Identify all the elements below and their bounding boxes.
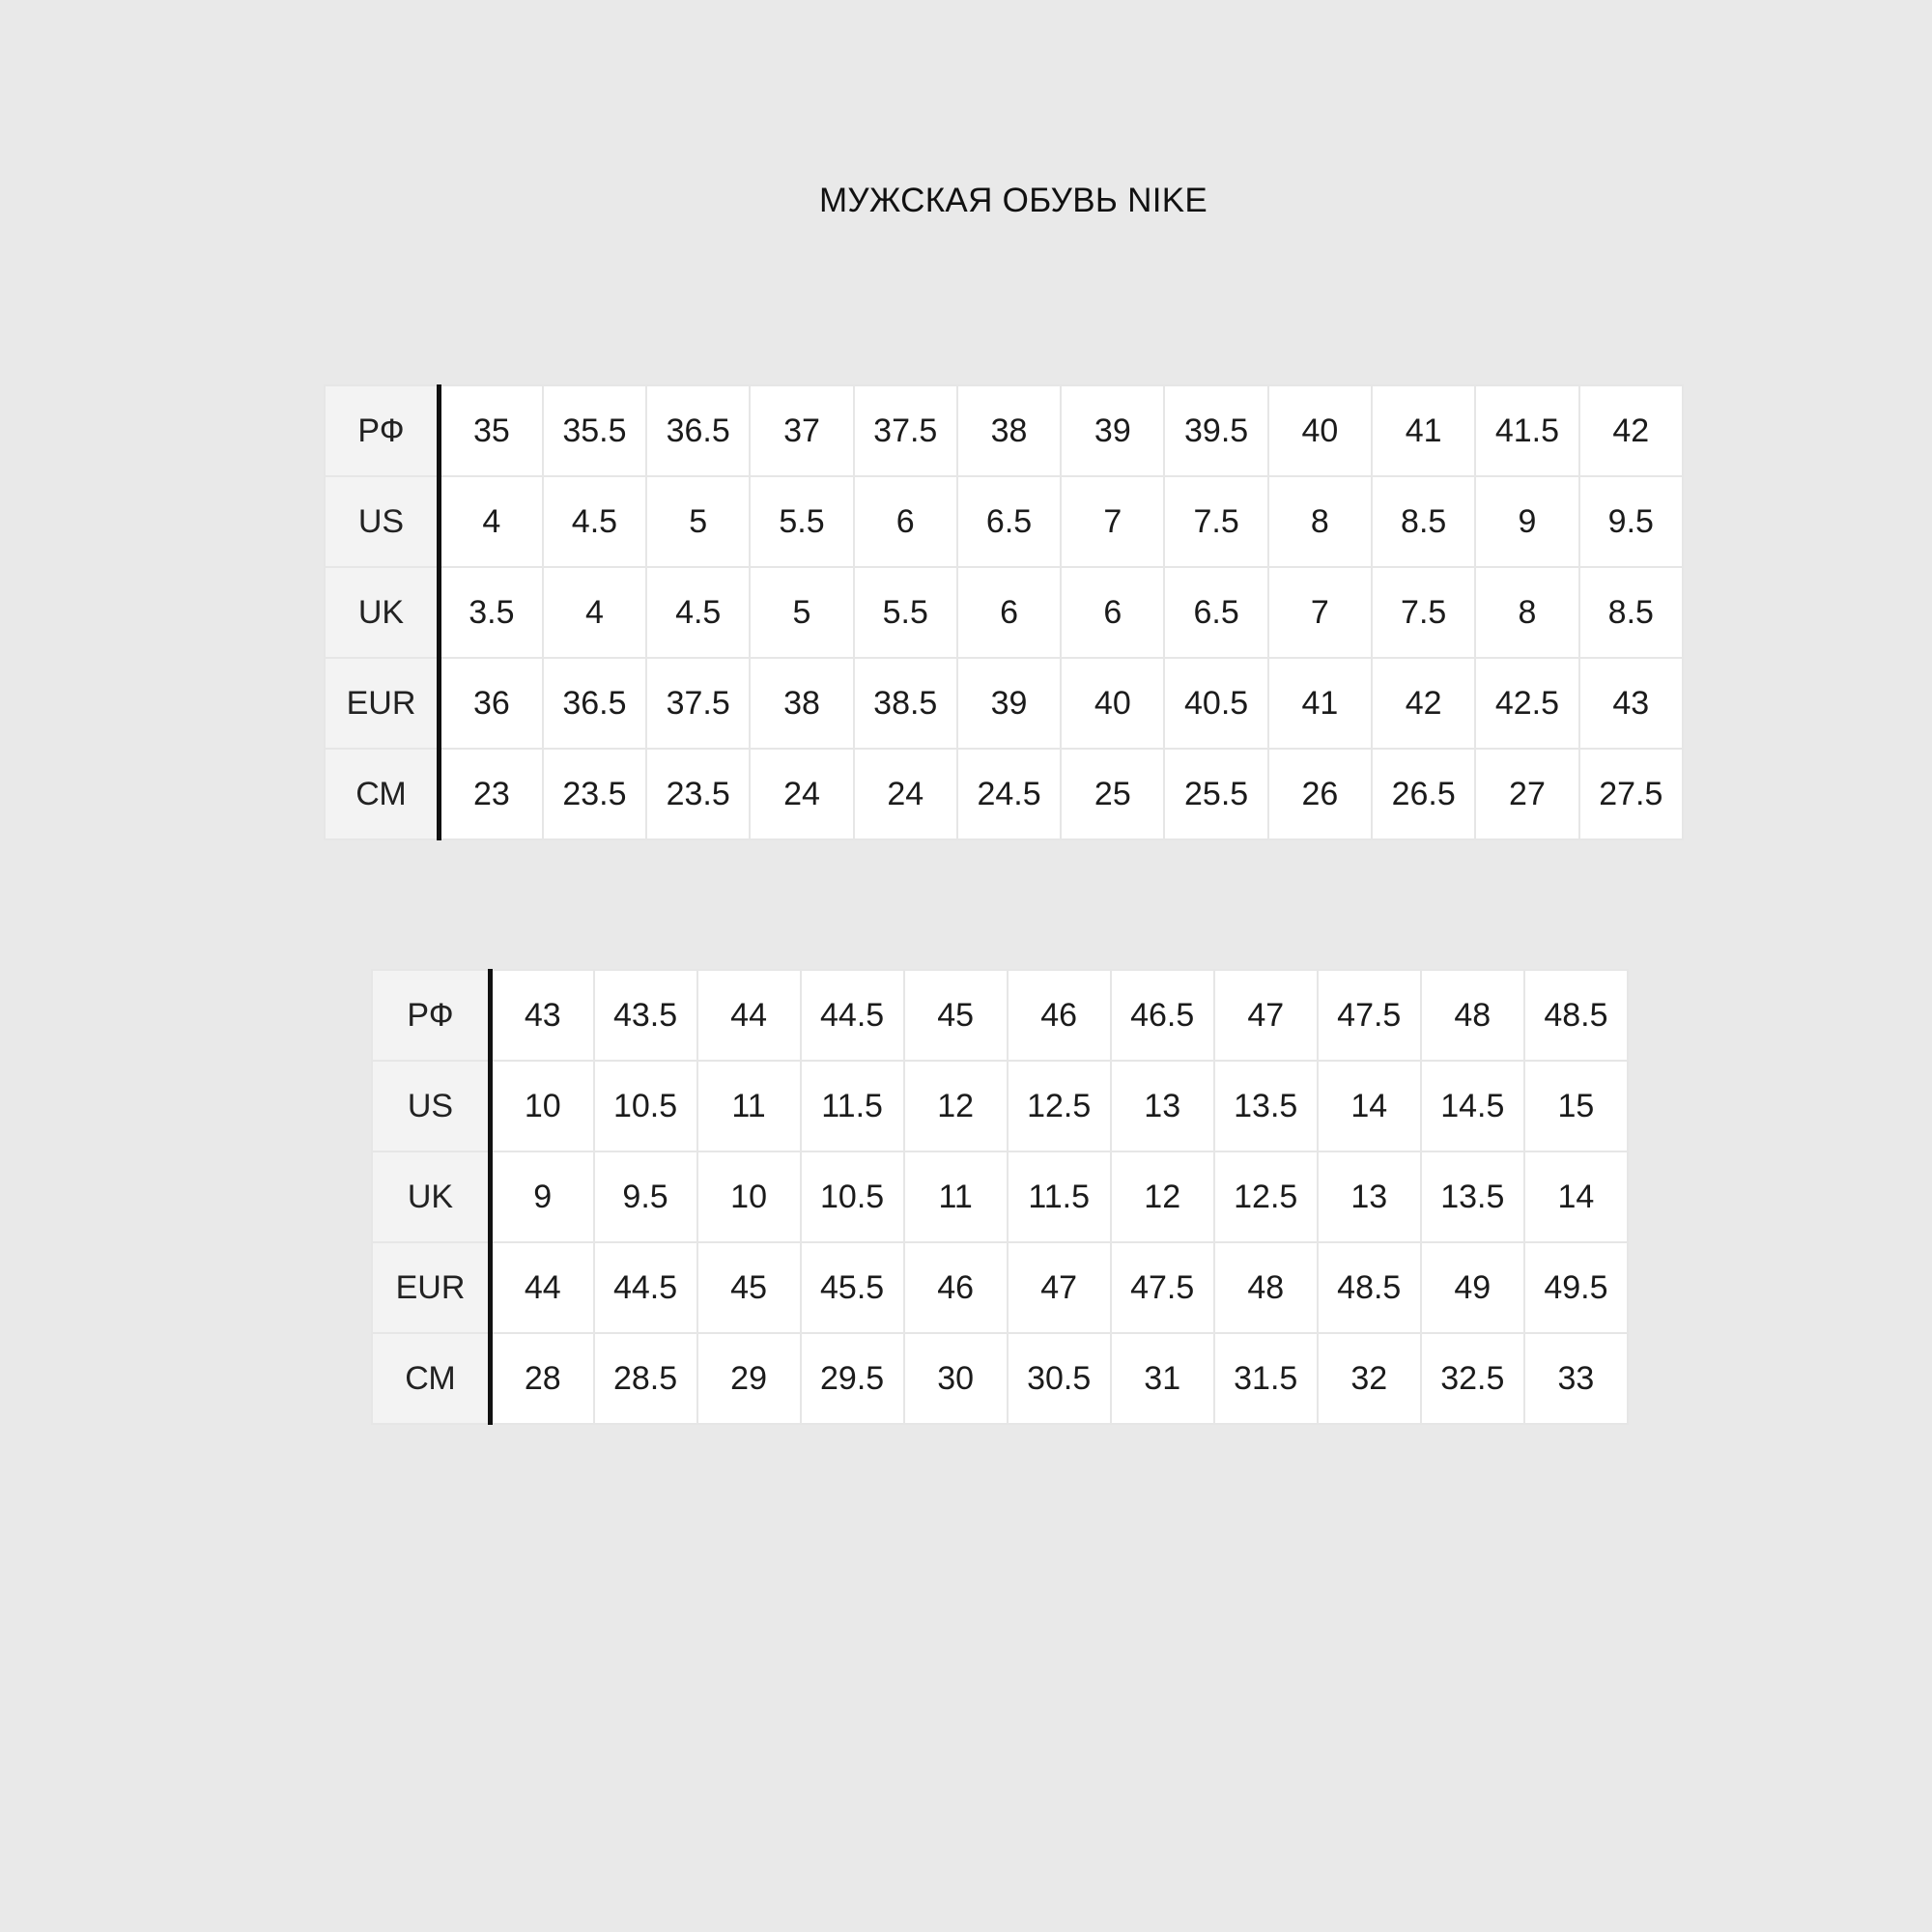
size-cell: 46	[904, 1242, 1008, 1333]
size-cell: 46	[1008, 970, 1111, 1061]
size-cell: 41	[1268, 658, 1372, 749]
size-cell: 28.5	[594, 1333, 697, 1424]
size-cell: 8.5	[1579, 567, 1683, 658]
size-cell: 48	[1421, 970, 1524, 1061]
size-cell: 35.5	[543, 385, 646, 476]
size-cell: 14	[1318, 1061, 1421, 1151]
size-cell: 40.5	[1164, 658, 1267, 749]
row-header: UK	[372, 1151, 491, 1242]
size-cell: 4	[440, 476, 543, 567]
size-cell: 4.5	[543, 476, 646, 567]
size-cell: 14	[1524, 1151, 1628, 1242]
size-cell: 41.5	[1475, 385, 1578, 476]
size-cell: 45	[697, 1242, 801, 1333]
size-cell: 36.5	[543, 658, 646, 749]
size-cell: 8.5	[1372, 476, 1475, 567]
size-cell: 15	[1524, 1061, 1628, 1151]
size-cell: 11.5	[1008, 1151, 1111, 1242]
size-cell: 9	[1475, 476, 1578, 567]
size-cell: 38	[957, 385, 1061, 476]
size-cell: 40	[1268, 385, 1372, 476]
row-header: EUR	[325, 658, 440, 749]
size-cell: 5.5	[854, 567, 957, 658]
size-cell: 42.5	[1475, 658, 1578, 749]
size-row	[325, 658, 1683, 749]
size-cell: 23.5	[543, 749, 646, 839]
size-cell: 48	[1214, 1242, 1318, 1333]
size-cell: 24.5	[957, 749, 1061, 839]
size-cell: 47	[1008, 1242, 1111, 1333]
size-cell: 39.5	[1164, 385, 1267, 476]
size-cell: 44	[697, 970, 801, 1061]
size-cell: 24	[750, 749, 853, 839]
size-row	[325, 749, 1683, 839]
size-cell: 28	[491, 1333, 594, 1424]
size-cell: 8	[1475, 567, 1578, 658]
size-cell: 44.5	[801, 970, 904, 1061]
size-cell: 6.5	[957, 476, 1061, 567]
size-row	[372, 1151, 1628, 1242]
size-row	[325, 567, 1683, 658]
size-cell: 44	[491, 1242, 594, 1333]
size-cell: 31	[1111, 1333, 1214, 1424]
size-cell: 40	[1061, 658, 1164, 749]
size-cell: 9	[491, 1151, 594, 1242]
size-cell: 11	[904, 1151, 1008, 1242]
size-cell: 48.5	[1524, 970, 1628, 1061]
size-cell: 7	[1061, 476, 1164, 567]
size-cell: 10	[491, 1061, 594, 1151]
size-cell: 49	[1421, 1242, 1524, 1333]
size-cell: 27.5	[1579, 749, 1683, 839]
size-table-1	[324, 384, 1684, 840]
size-cell: 25.5	[1164, 749, 1267, 839]
size-cell: 26	[1268, 749, 1372, 839]
size-cell: 13	[1111, 1061, 1214, 1151]
row-header: EUR	[372, 1242, 491, 1333]
size-cell: 6	[957, 567, 1061, 658]
size-cell: 38	[750, 658, 853, 749]
size-cell: 25	[1061, 749, 1164, 839]
size-cell: 44.5	[594, 1242, 697, 1333]
size-cell: 36	[440, 658, 543, 749]
size-cell: 9.5	[1579, 476, 1683, 567]
size-cell: 6	[1061, 567, 1164, 658]
size-cell: 7	[1268, 567, 1372, 658]
size-cell: 10.5	[594, 1061, 697, 1151]
size-row	[372, 970, 1628, 1061]
size-cell: 49.5	[1524, 1242, 1628, 1333]
size-cell: 30.5	[1008, 1333, 1111, 1424]
size-cell: 42	[1579, 385, 1683, 476]
size-cell: 6	[854, 476, 957, 567]
size-cell: 9.5	[594, 1151, 697, 1242]
size-cell: 37.5	[854, 385, 957, 476]
size-cell: 48.5	[1318, 1242, 1421, 1333]
size-cell: 39	[957, 658, 1061, 749]
row-header: РФ	[372, 970, 491, 1061]
size-cell: 10	[697, 1151, 801, 1242]
row-header: US	[325, 476, 440, 567]
size-cell: 3.5	[440, 567, 543, 658]
size-cell: 13.5	[1421, 1151, 1524, 1242]
size-cell: 35	[440, 385, 543, 476]
size-cell: 12	[904, 1061, 1008, 1151]
size-cell: 13	[1318, 1151, 1421, 1242]
size-cell: 46.5	[1111, 970, 1214, 1061]
size-cell: 37	[750, 385, 853, 476]
size-cell: 12	[1111, 1151, 1214, 1242]
size-cell: 29	[697, 1333, 801, 1424]
size-cell: 11	[697, 1061, 801, 1151]
size-cell: 31.5	[1214, 1333, 1318, 1424]
size-cell: 5	[646, 476, 750, 567]
size-row	[325, 385, 1683, 476]
size-cell: 12.5	[1008, 1061, 1111, 1151]
size-row	[372, 1242, 1628, 1333]
size-cell: 4.5	[646, 567, 750, 658]
row-header: СМ	[372, 1333, 491, 1424]
size-cell: 5.5	[750, 476, 853, 567]
size-cell: 43.5	[594, 970, 697, 1061]
size-cell: 42	[1372, 658, 1475, 749]
size-cell: 33	[1524, 1333, 1628, 1424]
size-cell: 39	[1061, 385, 1164, 476]
size-cell: 23.5	[646, 749, 750, 839]
size-cell: 32.5	[1421, 1333, 1524, 1424]
row-header: UK	[325, 567, 440, 658]
size-row	[372, 1061, 1628, 1151]
size-cell: 45.5	[801, 1242, 904, 1333]
size-row	[372, 1333, 1628, 1424]
size-cell: 47.5	[1111, 1242, 1214, 1333]
size-cell: 7.5	[1372, 567, 1475, 658]
size-cell: 23	[440, 749, 543, 839]
size-cell: 41	[1372, 385, 1475, 476]
row-header: СМ	[325, 749, 440, 839]
size-cell: 43	[491, 970, 594, 1061]
size-cell: 26.5	[1372, 749, 1475, 839]
size-cell: 29.5	[801, 1333, 904, 1424]
size-cell: 36.5	[646, 385, 750, 476]
size-cell: 7.5	[1164, 476, 1267, 567]
size-cell: 8	[1268, 476, 1372, 567]
size-cell: 45	[904, 970, 1008, 1061]
size-cell: 6.5	[1164, 567, 1267, 658]
size-cell: 24	[854, 749, 957, 839]
size-cell: 11.5	[801, 1061, 904, 1151]
size-cell: 30	[904, 1333, 1008, 1424]
row-header: РФ	[325, 385, 440, 476]
size-cell: 47.5	[1318, 970, 1421, 1061]
size-cell: 43	[1579, 658, 1683, 749]
size-cell: 14.5	[1421, 1061, 1524, 1151]
size-cell: 12.5	[1214, 1151, 1318, 1242]
row-header: US	[372, 1061, 491, 1151]
size-cell: 13.5	[1214, 1061, 1318, 1151]
page-title: МУЖСКАЯ ОБУВЬ NIKE	[818, 182, 1208, 219]
size-cell: 32	[1318, 1333, 1421, 1424]
size-cell: 38.5	[854, 658, 957, 749]
size-cell: 10.5	[801, 1151, 904, 1242]
size-cell: 47	[1214, 970, 1318, 1061]
size-cell: 27	[1475, 749, 1578, 839]
size-cell: 5	[750, 567, 853, 658]
size-cell: 37.5	[646, 658, 750, 749]
size-cell: 4	[543, 567, 646, 658]
size-table-2	[371, 969, 1629, 1425]
size-row	[325, 476, 1683, 567]
